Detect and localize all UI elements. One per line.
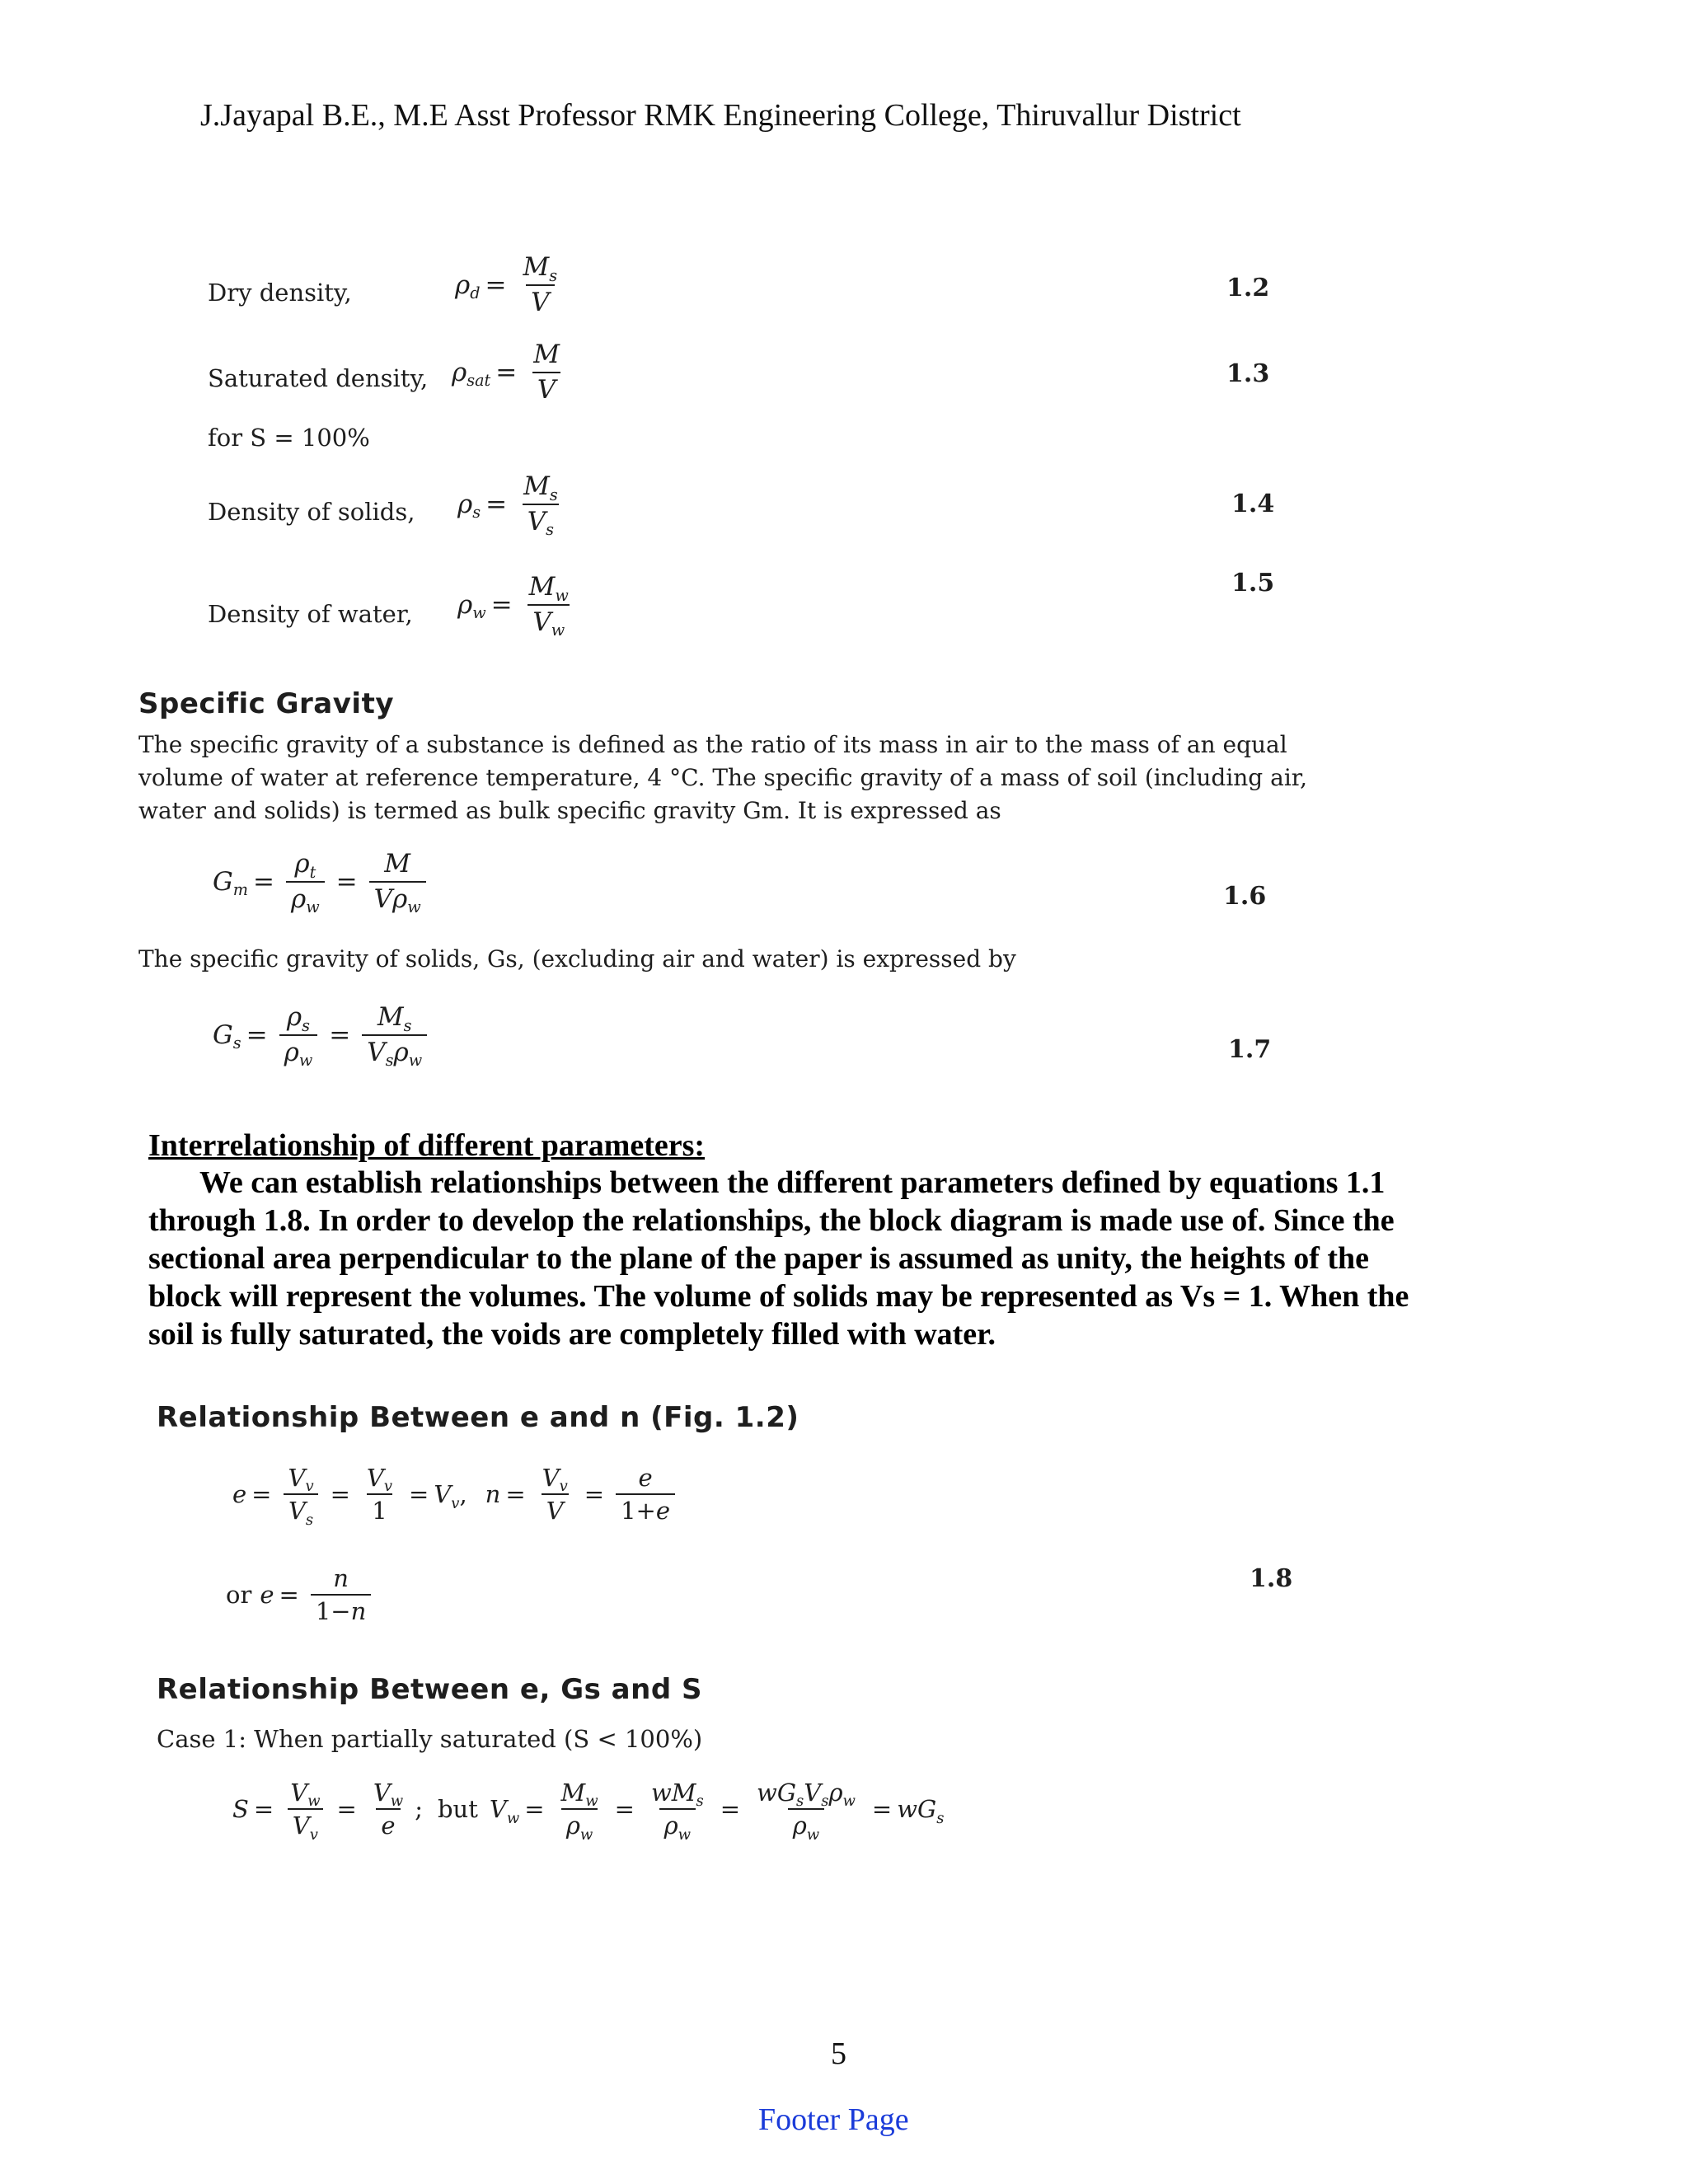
paragraph-line: sectional area perpendicular to the plane of the paper is assumed as unity, the heights of the — [148, 1241, 1369, 1276]
saturated-density-label: Saturated density, — [208, 364, 429, 392]
eq-number-1-3: 1.3 — [1226, 359, 1270, 388]
saturated-density-formula: $\rho_{sat}$ = $\frac{M}{V}$ — [452, 340, 560, 405]
density-of-water-label: Density of water, — [208, 600, 413, 628]
dry-density-label: Dry density, — [208, 279, 352, 307]
solids-specific-gravity-formula: $G_s$ = $\frac{\rho_s}{\rho_w}$ = $\frac{M_s}{V_s\rho_w}$ — [213, 1004, 434, 1066]
paragraph-line: block will represent the volumes. The volume of solids may be represented as Vs = 1. When the — [148, 1279, 1409, 1314]
eq-number-1-4: 1.4 — [1231, 490, 1275, 518]
relationship-e-gs-s-heading: Relationship Between e, Gs and S — [157, 1673, 702, 1706]
specific-gravity-solids-text: The specific gravity of solids, Gs, (excluding air and water) is expressed by — [138, 945, 1016, 972]
eq-number-1-6: 1.6 — [1223, 882, 1267, 911]
paragraph-line: water and solids) is termed as bulk specific gravity Gm. It is expressed as — [138, 797, 1001, 824]
void-ratio-from-porosity-formula: or e = $\frac{n}{1-n}$ — [226, 1566, 377, 1624]
paragraph-line: The specific gravity of a substance is defined as the ratio of its mass in air to the mass of an equal — [138, 731, 1287, 758]
density-of-water-formula: $\rho_w$ = $\frac{M_w}{V_w}$ — [457, 572, 569, 640]
void-ratio-porosity-formula: e = $\frac{V_v}{V_s}$ = $\frac{V_v}{1}$ = $V_v$, n = $\frac{V_v}{V}$ = $\frac{e}{1+e}$ — [232, 1465, 682, 1524]
bulk-specific-gravity-formula: $G_m$ = $\frac{\rho_t}{\rho_w}$ = $\frac{M}{V\rho_w}$ — [213, 851, 433, 912]
footer-text: Footer Page — [758, 2102, 909, 2137]
density-of-solids-label: Density of solids, — [208, 498, 415, 526]
or-text: or — [226, 1581, 252, 1610]
paragraph-line: soil is fully saturated, the voids are completely filled with water. — [148, 1317, 996, 1352]
but-text: but — [437, 1795, 478, 1824]
interrelationship-title: Interrelationship of different parameters: — [148, 1128, 706, 1163]
paragraph-line: through 1.8. In order to develop the relationships, the block diagram is made use of. Since the — [148, 1203, 1395, 1238]
specific-gravity-heading: Specific Gravity — [138, 687, 394, 720]
eq-number-1-8: 1.8 — [1250, 1564, 1293, 1593]
paragraph-line: We can establish relationships between the different parameters defined by equations 1.1 — [199, 1165, 1386, 1200]
saturation-condition: for S = 100% — [208, 424, 370, 452]
eq-number-1-7: 1.7 — [1228, 1035, 1272, 1064]
page-header: J.Jayapal B.E., M.E Asst Professor RMK Engineering College, Thiruvallur District — [200, 98, 1241, 133]
paragraph-line: volume of water at reference temperature, 4 °C. The specific gravity of a mass of soil (including air, — [138, 764, 1307, 791]
eq-number-1-2: 1.2 — [1226, 274, 1270, 302]
eq-number-1-5: 1.5 — [1231, 569, 1275, 598]
specific-gravity-paragraph — [138, 729, 1325, 827]
density-of-solids-formula: $\rho_s$ = $\frac{M_s}{V_s}$ — [457, 471, 558, 540]
page-number: 5 — [831, 2036, 846, 2071]
interrelationship-paragraph — [148, 1164, 1508, 1353]
case-1-text: Case 1: When partially saturated (S < 100%) — [157, 1725, 703, 1753]
degree-of-saturation-formula: S = $\frac{V_w}{V_v}$ = $\frac{V_w}{e}$ ; but $V_w$ = $\frac{M_w}{\rho_w}$ = $\frac{wM_s}{\rho_w}$ = $\frac{wG_sV_s\rho_w}{\rho_w}$ = $wG_s$ — [232, 1779, 945, 1844]
dry-density-formula: $\rho_d$ = $\frac{M_s}{V}$ — [455, 252, 558, 317]
relationship-e-n-heading: Relationship Between e and n (Fig. 1.2) — [157, 1401, 799, 1434]
